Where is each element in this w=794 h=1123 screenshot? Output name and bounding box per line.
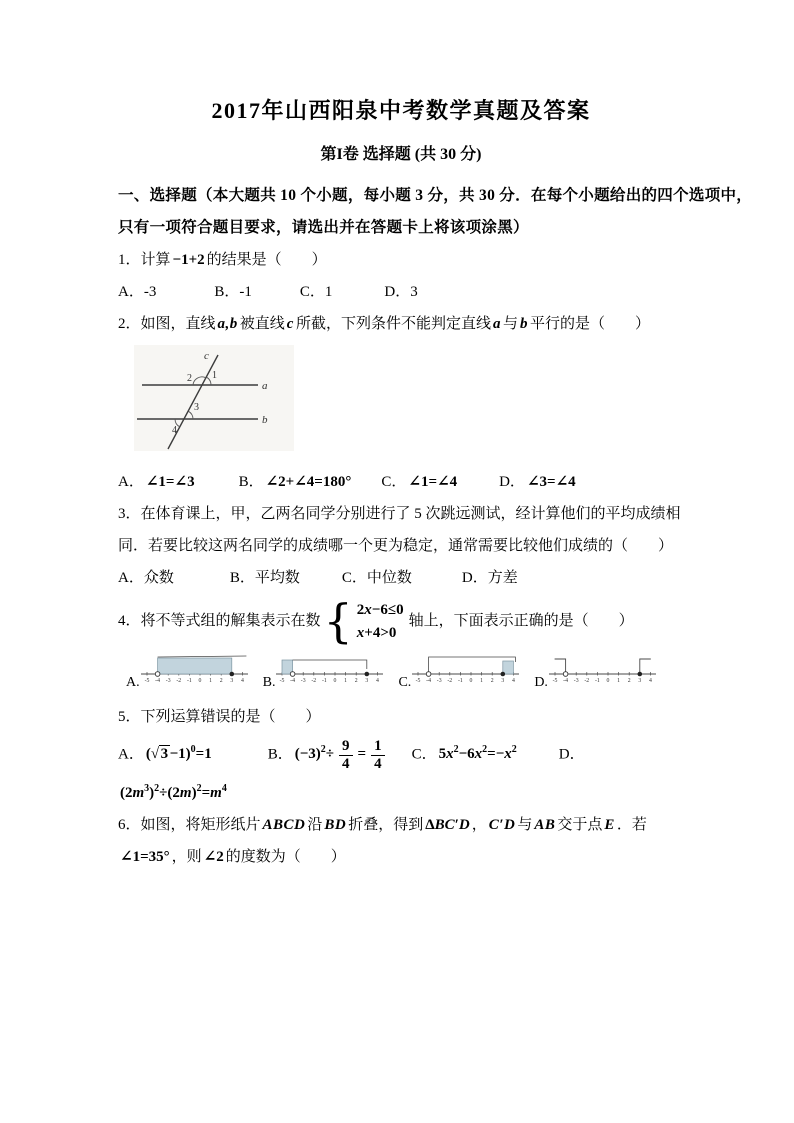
- tick-label: 2: [627, 678, 631, 684]
- tick-label: 3: [229, 678, 233, 684]
- tick-label: -3: [437, 678, 442, 684]
- tick-label: 4: [648, 678, 652, 684]
- question-5-option-d-formula: [118, 782, 684, 804]
- text-run: B．平均数: [229, 570, 300, 586]
- math-expression: x+4>0: [356, 624, 397, 641]
- numberline-option-a: [126, 648, 249, 690]
- tick-label: -5: [280, 678, 285, 684]
- text-run: D．: [499, 474, 525, 490]
- spacing: [412, 581, 462, 582]
- numberline-image: [412, 648, 520, 690]
- numberline-option-label: D.: [534, 675, 548, 690]
- text-run: 2．如图，直线: [118, 316, 216, 332]
- tick-label: 1: [344, 678, 348, 684]
- spacing: [388, 757, 412, 758]
- math-expression: ΔBC′D: [425, 817, 470, 833]
- math-expression: =: [357, 746, 367, 763]
- question-3-line-1: [118, 503, 684, 525]
- tick-label: 4: [376, 678, 380, 684]
- radicand: 3: [160, 746, 169, 763]
- spacing: [252, 295, 300, 296]
- top-line: [293, 660, 367, 669]
- numberline-option-label: C.: [398, 675, 412, 690]
- system-lines: [355, 599, 406, 644]
- inequality-system: [323, 593, 406, 648]
- tick-label: -2: [584, 678, 590, 684]
- tick-label: -4: [426, 678, 432, 684]
- fraction-numerator: 1: [371, 738, 385, 756]
- numberline-svg: [412, 648, 520, 685]
- tick-label: 2: [491, 678, 494, 684]
- math-variable-run: a,b: [217, 316, 238, 332]
- math-variable-run: AB: [534, 817, 556, 833]
- label-angle-3: 3: [194, 402, 199, 413]
- tick-label: 4: [512, 678, 516, 684]
- text-run: 折叠，得到: [348, 817, 424, 833]
- math-expression: ∠2+∠4=180°: [265, 474, 352, 490]
- math-expression: ∠2: [203, 849, 224, 865]
- tick-label: -1: [458, 678, 464, 684]
- math-expression: ∠3=∠4: [526, 474, 576, 490]
- text-run: A．众数: [118, 570, 174, 586]
- question-2-options: [118, 471, 684, 493]
- section-intro-line-2: [118, 217, 684, 239]
- tick-label: 3: [501, 678, 505, 684]
- math-variable-run: a: [492, 316, 501, 332]
- tick-label: -2: [176, 678, 181, 684]
- text-run: A．-3: [118, 284, 157, 300]
- page-title: 2017年山西阳泉中考数学真题及答案: [211, 98, 591, 123]
- text-run: 同．若要比较这两名同学的成绩哪一个更为稳定，通常需要比较他们成绩的（ ）: [118, 538, 674, 554]
- math-expression: ∠1=∠4: [408, 474, 458, 490]
- question-3-line-2: [118, 535, 684, 557]
- tick-label: 3: [638, 678, 642, 684]
- tick-label: 0: [198, 678, 202, 684]
- question-4: [118, 593, 684, 648]
- label-angle-2: 2: [187, 373, 192, 384]
- math-variable-run: b: [519, 316, 528, 332]
- label-angle-4: 4: [172, 425, 177, 436]
- text-run: 6．如图，将矩形纸片: [118, 817, 261, 833]
- top-line: [157, 656, 246, 657]
- tick-label: -3: [573, 678, 579, 684]
- text-run: A．: [118, 474, 144, 490]
- math-run: −1+2: [172, 252, 205, 268]
- tick-label: 2: [355, 678, 359, 684]
- system-line: [355, 622, 406, 645]
- solution-region: [157, 658, 231, 674]
- question-5-options: [118, 738, 684, 772]
- label-b: b: [262, 414, 268, 426]
- numberline-options: [126, 648, 684, 690]
- text-run: 被直线: [239, 316, 285, 332]
- closed-point: [637, 672, 642, 677]
- spacing: [174, 581, 230, 582]
- text-run: B．-1: [214, 284, 252, 300]
- tick-label: 0: [469, 678, 473, 684]
- text-run: 的度数为（ ）: [225, 849, 346, 865]
- figure-background: [134, 345, 294, 451]
- text-run: 所截，下列条件不能判定直线: [295, 316, 491, 332]
- math-variable-run: ABCD: [262, 817, 306, 833]
- fraction-denominator: 4: [374, 755, 382, 772]
- text-run: B．: [238, 474, 264, 490]
- closed-point: [229, 672, 234, 677]
- fraction: [371, 738, 385, 772]
- question-3-options: [118, 567, 684, 589]
- text-run: 一、选择题（本大题共 10 个小题，每小题 3 分，共 30 分．在每个小题给出的四个选项中，: [118, 187, 753, 204]
- text-run: ．若: [616, 817, 647, 833]
- open-point: [291, 672, 296, 677]
- numberline-option-d: [534, 648, 657, 690]
- question-5: [118, 706, 684, 728]
- label-c: c: [204, 350, 209, 362]
- text-run: 与: [517, 817, 533, 833]
- text-run: 只有一项符合题目要求，请选出并在答题卡上将该项涂黑）: [118, 219, 529, 236]
- math-expression: ∠1=35°: [120, 849, 170, 865]
- closed-point: [501, 672, 506, 677]
- spacing: [459, 485, 499, 486]
- text-run: C．1: [299, 284, 333, 300]
- text-run: D．方差: [461, 570, 518, 586]
- text-run: 平行的是（ ）: [529, 316, 650, 332]
- open-point: [155, 672, 160, 677]
- tick-label: 1: [617, 678, 620, 684]
- exam-content: [118, 185, 753, 868]
- tick-label: 0: [606, 678, 610, 684]
- numberline-image: [549, 648, 657, 690]
- tick-label: -1: [322, 678, 328, 684]
- math-expression: $(-3)^2\div$: [294, 744, 335, 763]
- tick-label: -1: [186, 678, 192, 684]
- text-run: ，: [471, 817, 487, 833]
- tick-label: 2: [219, 678, 223, 684]
- math-expression: $5x^2-6x^2=-x^2$: [438, 744, 517, 763]
- label-a: a: [262, 380, 268, 392]
- text-run: C．: [381, 474, 407, 490]
- numberline-image: [141, 648, 249, 690]
- tick-label: -3: [301, 678, 307, 684]
- math-variable-run: C′D: [488, 817, 516, 833]
- text-run: 交于点: [557, 817, 603, 833]
- text-run: B．: [267, 746, 293, 763]
- question-6-line-1: [118, 814, 684, 836]
- numberline-option-label: A.: [126, 675, 140, 690]
- numberline-option-label: B.: [262, 675, 276, 690]
- parallel-lines-diagram: [134, 345, 364, 453]
- section-title: 第I卷 选择题 (共 30 分): [320, 146, 482, 163]
- question-1: [118, 249, 684, 271]
- spacing: [197, 485, 239, 486]
- tick-label: -2: [311, 678, 317, 684]
- text-run: 3．在体育课上，甲，乙两名同学分别进行了 5 次跳远测试，经计算他们的平均成绩相: [118, 506, 681, 522]
- math-variable-run: BD: [324, 817, 347, 833]
- question-2: [118, 313, 684, 335]
- spacing: [300, 581, 342, 582]
- fraction: [339, 738, 353, 772]
- spacing: [353, 485, 381, 486]
- tick-label: 1: [208, 678, 212, 684]
- tick-label: -5: [552, 678, 558, 684]
- math-variable-run: E: [604, 817, 615, 833]
- section-intro-line-1: [118, 185, 753, 207]
- math-expression: 2x−6≤0: [356, 602, 404, 618]
- tick-label: -2: [447, 678, 453, 684]
- math-expression: ∠1=∠3: [145, 474, 195, 490]
- spacing: [332, 295, 384, 296]
- top-line: [429, 657, 516, 674]
- tick-label: -1: [594, 678, 600, 684]
- numberline-svg: [549, 648, 657, 685]
- math-expression: (√ 3 −1)$^0$=1: [145, 744, 212, 763]
- tick-label: -4: [290, 678, 296, 684]
- math-expression: $(2m^3)^2\div(2m)^2=m^4$: [120, 783, 227, 801]
- left-bracket: [555, 659, 566, 674]
- system-line: [355, 599, 406, 622]
- tick-label: 1: [480, 678, 484, 684]
- text-run: C．中位数: [341, 570, 412, 586]
- open-point: [427, 672, 432, 677]
- spacing: [214, 757, 268, 758]
- tick-label: -3: [165, 678, 171, 684]
- question-6-line-2: [118, 846, 684, 868]
- text-run: 沿: [307, 817, 323, 833]
- spacing: [519, 757, 559, 758]
- math-variable-run: c: [286, 316, 294, 332]
- tick-label: 0: [334, 678, 337, 684]
- tick-label: 4: [240, 678, 244, 684]
- text-run: C．: [411, 746, 437, 763]
- text-run: D．3: [384, 284, 418, 300]
- numberline-option-b: [263, 648, 385, 690]
- text-run: 4．将不等式组的解集表示在数: [118, 612, 321, 629]
- text-run: 1．计算: [118, 252, 171, 268]
- tick-label: -5: [144, 678, 150, 684]
- numberline-option-c: [398, 648, 520, 690]
- tick-label: 3: [365, 678, 369, 684]
- text-run: 轴上，下面表示正确的是（ ）: [408, 612, 634, 629]
- open-point: [563, 672, 568, 677]
- tick-label: -4: [154, 678, 160, 684]
- tick-label: -5: [415, 678, 421, 684]
- label-angle-1: 1: [212, 370, 217, 381]
- text-run: ，则: [171, 849, 202, 865]
- text-run: 与: [502, 316, 518, 332]
- text-run: D．: [558, 746, 585, 763]
- tick-label: -4: [563, 678, 568, 684]
- transversal-figure: [134, 345, 684, 453]
- numberline-image: [276, 648, 384, 690]
- question-1-options: [118, 281, 684, 303]
- system-brace: {: [323, 593, 353, 648]
- text-run: 的结果是（ ）: [206, 252, 327, 268]
- right-box: [503, 661, 514, 674]
- fraction-denominator: 4: [342, 755, 350, 772]
- spacing: [156, 295, 214, 296]
- closed-point: [365, 672, 370, 677]
- numberline-svg: [276, 648, 384, 685]
- numberline-svg: [141, 648, 249, 685]
- text-run: 5．下列运算错误的是（ ）: [118, 709, 321, 725]
- right-bracket: [640, 659, 651, 674]
- text-run: A．: [118, 746, 144, 763]
- fraction-numerator: 9: [339, 738, 353, 756]
